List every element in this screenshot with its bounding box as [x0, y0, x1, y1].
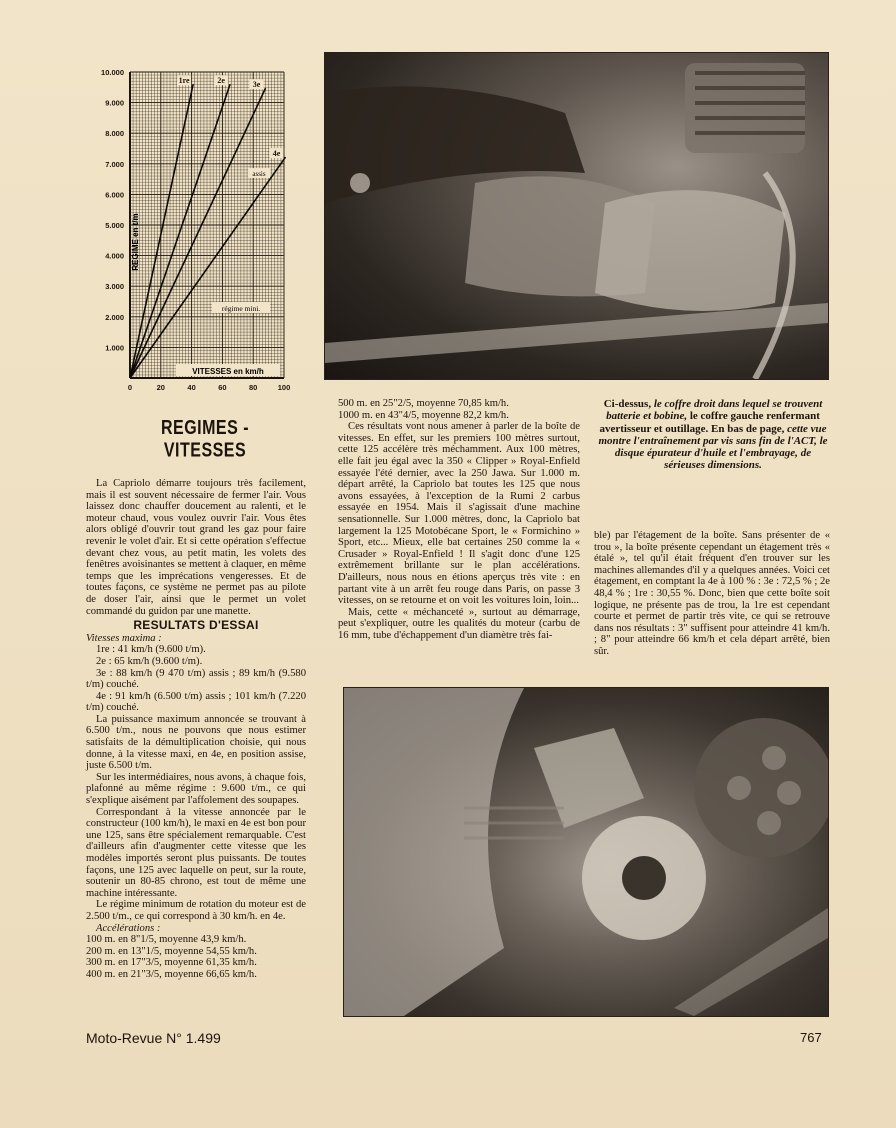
col1-paragraph-4: Correspondant à la vitesse annoncée par le constructeur (100 km/h), le maxi en 4e est bon pour une 125, sans être spécialement remarquable. C'est d'ailleurs afin d'augmenter cette vitesse que les modèles importés seront plus puissants. De toutes façons, une 125 avec laquelle on peut, sur la route, soutenir un 80-85 chrono, est tout de même une machine intéressante.: [86, 806, 306, 899]
caption-d: cette vue montre l'entraînement par vis sans fin de l'ACT,: [598, 422, 827, 447]
chart-ylabel: REGIME en t/m: [131, 213, 140, 271]
vmax-3e: 3e : 88 km/h (9 470 t/m) assis ; 89 km/h (9.580 t/m) couché.: [86, 667, 306, 691]
vmax-4e: 4e : 91 km/h (6.500 t/m) assis ; 101 km/h (7.220 t/m) couché.: [86, 690, 306, 714]
motorcycle-side-panels-photo: [324, 52, 829, 380]
x-tick-label: 100: [277, 383, 291, 392]
chart-y-ticks: [101, 68, 124, 352]
caption-f: de sérieuses dimensions.: [664, 447, 812, 472]
column-2: [338, 398, 580, 641]
chart-lines: [130, 75, 286, 378]
y-tick-label: 10.000: [101, 68, 124, 77]
y-tick-label: 1.000: [105, 343, 124, 353]
caption-b: le coffre droit dans lequel se trouvent batterie et bobine,: [606, 398, 823, 423]
y-tick-label: 5.000: [105, 221, 124, 230]
series-label-2e: 2e: [217, 76, 225, 86]
vmax-heading: Vitesses maxima :: [86, 632, 162, 644]
caption-e: le disque épurateur d'huile et l'embrayage,: [614, 434, 828, 460]
column-1: [86, 478, 306, 981]
footer-magazine: Moto-Revue N° 1.499: [86, 1030, 221, 1046]
section-title: REGIMES - VITESSES: [160, 417, 250, 462]
caption-a: Ci-dessus,: [603, 398, 652, 410]
chart-grid: [130, 72, 284, 378]
series-label-4e: 4e: [272, 149, 281, 159]
x-tick-label: 20: [156, 383, 165, 392]
y-tick-label: 8.000: [105, 129, 124, 139]
acc-1000: 1000 m. en 43"4/5, moyenne 82,2 km/h.: [338, 409, 509, 421]
vmax-1re: 1re : 41 km/h (9.600 t/m).: [96, 644, 206, 656]
y-tick-label: 3.000: [105, 282, 124, 292]
y-tick-label: 6.000: [105, 190, 124, 200]
y-tick-label: 9.000: [105, 98, 124, 108]
acc-200: 200 m. en 13"1/5, moyenne 54,55 km/h.: [86, 945, 257, 957]
column-3: [594, 530, 830, 658]
chart-assis-label: assis: [252, 170, 266, 178]
col1-paragraph-5: Le régime minimum de rotation du moteur est de 2.500 t/m., ce qui correspond à 30 km/h. en 4e.: [86, 899, 306, 922]
chart-regime-mini-label: régime mini.: [221, 304, 261, 313]
footer-page-number: 767: [800, 1030, 822, 1045]
acc-100: 100 m. en 8"1/5, moyenne 43,9 km/h.: [86, 934, 247, 946]
y-tick-label: 7.000: [105, 159, 124, 169]
col1-paragraph-1: La Capriolo démarre toujours très facilement, mais il est souvent nécessaire de fermer l'air. Vous laissez donc chauffer doucement au ralenti, et le moteur chaud, vous voulez ouvrir l'air. Vous êtes alors obligé d'ouvrir tout grand les gaz pour faire revenir le volet d'air. Et si cette opération s'effectue devant chez vous, au petit matin, les volets des fenêtres avoisinantes se mettent à claquer, en même temps que les imprécations vengeresses. Et de toutes façons, ce système ne permet pas au pilote de doser l'air, ainsi que le permet un volet commandé du guidon par une manette.: [86, 478, 306, 617]
caption-c: le coffre gauche renfermant avertisseur et outillage. En bas de page,: [599, 410, 820, 435]
y-tick-label: 4.000: [105, 251, 124, 261]
regime-vitesse-chart: [84, 62, 298, 396]
series-label-3e: 3e: [252, 80, 261, 90]
acc-300: 300 m. en 17"3/5, moyenne 61,35 km/h.: [86, 957, 257, 969]
vmax-2e: 2e : 65 km/h (9.600 t/m).: [96, 655, 203, 667]
photo-caption: [596, 398, 830, 472]
col2-paragraph-2: Mais, cette « méchanceté », surtout au démarrage, peut s'expliquer, outre les qualités du moteur (carbu de 16 mm, tube d'échappement d'un diamètre très fai-: [338, 606, 580, 641]
col1-paragraph-2: La puissance maximum annoncée se trouvant à 6.500 t/m., nous ne pouvons que nous estimer satisfaits de la démultiplication choisie, qui nous donne, à la vitesse maxi, en 4e, en position assise, juste 6.500 t/m.: [86, 713, 306, 772]
chart-xlabel: VITESSES en km/h: [192, 367, 264, 376]
col2-paragraph-1: Ces résultats vont nous amener à parler de la boîte de vitesses. En effet, sur les premiers 100 mètres surtout, cette 125 accélère très méchamment. Aux 100 mètres, elle fait jeu égal avec la 350 « Clipper » Royal-Enfield essayée l'été dernier, avec la 250 Jawa. Sur 1.000 m. départ arrêté, la Capriolo bat toutes les 125 que nous avons essayées, à l'exception de la Rumi 2 carbus essayée en 1954. Mais il s'agissait d'une machine sensationnelle. Sur 1.000 mètres, donc, la Capriolo bat largement la 125 Motobécane Sport, le « Formichino » Sport, etc... Mieux, elle bat certaines 250 comme la « Crusader » Royal-Enfield ! Il s'agit donc d'une 125 extrêmement brillante sur le plan accélérations. D'ailleurs, nous nous en étions aperçus très vite : en partant vite à un arrêt feu rouge dans Paris, on passe 3 vitesses, on se retourne et on voit les voitures loin, loin...: [338, 421, 580, 607]
col1-paragraph-3: Sur les intermédiaires, nous avons, à chaque fois, plafonné au même régime : 9.600 t/m., ce qui s'explique aisément par l'affolement des soupapes.: [86, 771, 306, 807]
results-subheading: RESULTATS D'ESSAI: [133, 618, 259, 633]
y-tick-label: 2.000: [105, 312, 124, 322]
x-tick-label: 80: [249, 383, 258, 392]
col3-paragraph-1: ble) par l'étagement de la boîte. Sans présenter de « trou », la boîte présente cependant un étagement très « étalé », tel qu'il était fréquent d'en trouver sur les machines allemandes d'il y a quelques années. Voici cet étagement, en comptant la 4e à 100 % : 3e : 72,5 % ; 2e 48,4 % ; 1re : 30,55 %. Donc, bien que cette boîte soit logique, ne présente pas de trou, la 1re est cependant courte et permet de partir très vite, ce qui se retrouve dans nos résultats : 3" suffisent pour atteindre 41 km/h. ; 8" pour atteindre 66 km/h et cela départ arrêté, bien sûr.: [594, 530, 830, 657]
acc-400: 400 m. en 21"3/5, moyenne 66,65 km/h.: [86, 968, 257, 980]
x-tick-label: 40: [187, 383, 196, 392]
acc-500: 500 m. en 25"2/5, moyenne 70,85 km/h.: [338, 398, 509, 409]
engine-gear-photo: [343, 687, 829, 1017]
chart-x-ticks: [128, 383, 290, 392]
acc-heading: Accélérations :: [96, 922, 161, 934]
series-label-1re: 1re: [178, 76, 190, 86]
x-tick-label: 60: [218, 383, 227, 392]
x-tick-label: 0: [127, 383, 133, 392]
